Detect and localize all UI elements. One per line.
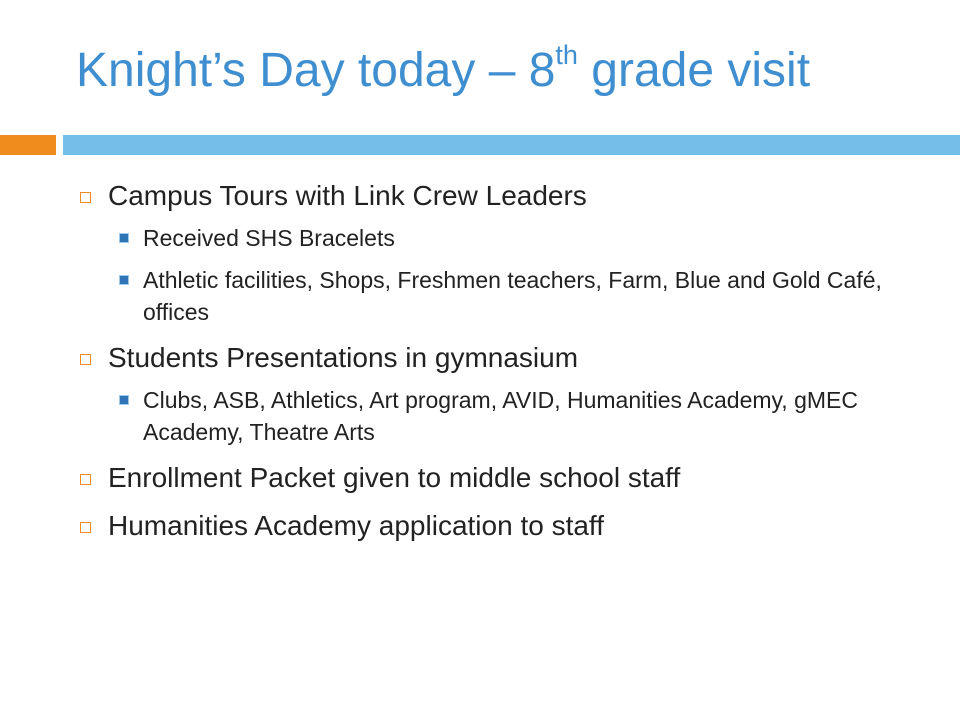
sub-bullet-facilities	[108, 264, 936, 328]
title-superscript: th	[555, 40, 578, 70]
bullet-text: Campus Tours with Link Crew Leaders	[108, 180, 587, 211]
bullet-campus-tours	[76, 178, 936, 328]
slide-title	[76, 42, 810, 100]
accent-bar-blue	[63, 135, 960, 155]
bullet-text: Humanities Academy application to staff	[108, 510, 604, 541]
sub-bullet-bracelets	[108, 222, 936, 254]
filled-square-bullet-icon	[119, 395, 129, 405]
hollow-square-bullet-icon	[80, 522, 91, 533]
hollow-square-bullet-icon	[80, 474, 91, 485]
bullet-humanities-application	[76, 508, 936, 544]
hollow-square-bullet-icon	[80, 192, 91, 203]
sub-bullet-text: Athletic facilities, Shops, Freshmen teachers, Farm, Blue and Gold Café, offices	[143, 267, 882, 325]
sub-bullet-clubs	[108, 384, 936, 448]
filled-square-bullet-icon	[119, 233, 129, 243]
hollow-square-bullet-icon	[80, 354, 91, 365]
title-rest: grade visit	[577, 44, 811, 97]
bullet-list	[76, 178, 936, 556]
accent-bar-orange	[0, 135, 56, 155]
sub-bullet-list	[108, 384, 936, 448]
bullet-text: Students Presentations in gymnasium	[108, 342, 579, 373]
title-main: Knight’s Day today – 8	[76, 44, 556, 97]
sub-bullet-text: Received SHS Bracelets	[143, 225, 395, 251]
bullet-student-presentations	[76, 340, 936, 448]
filled-square-bullet-icon	[119, 275, 129, 285]
bullet-enrollment-packet	[76, 460, 936, 496]
bullet-text: Enrollment Packet given to middle school staff	[108, 462, 681, 493]
sub-bullet-text: Clubs, ASB, Athletics, Art program, AVID, Humanities Academy, gMEC Academy, Theatre Arts	[143, 387, 858, 445]
sub-bullet-list	[108, 222, 936, 328]
